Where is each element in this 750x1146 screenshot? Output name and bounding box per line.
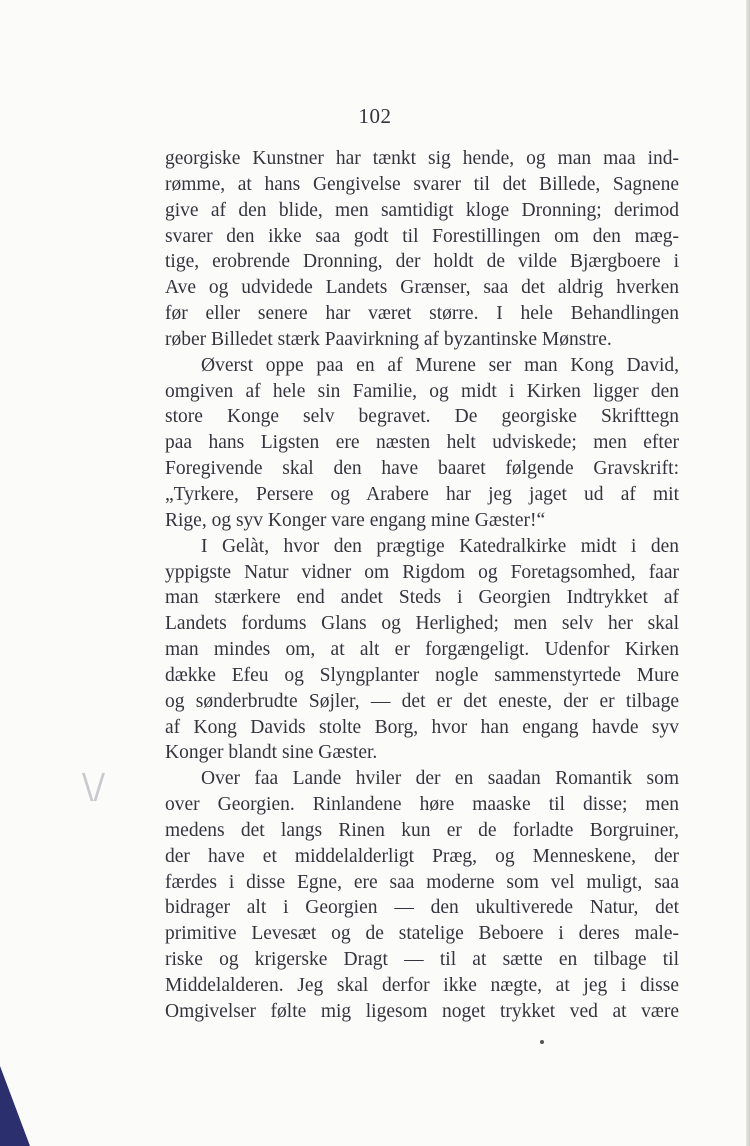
text-line: rømme, at hans Gengivelse svarer til det Billede, Sagnene xyxy=(165,173,679,195)
margin-pencil-mark: \/ xyxy=(82,767,105,807)
text-line: bidrager alt i Georgien — den ukultiverede Natur, det xyxy=(165,897,679,919)
text-line: over Georgien. Rinlandene høre maaske til disse; men xyxy=(165,794,679,816)
text-line: Rige, og syv Konger vare engang mine Gæster!“ xyxy=(165,509,546,531)
text-line: Foregivende skal den have baaret følgende Gravskrift: xyxy=(165,458,679,480)
text-line: yppigste Natur vidner om Rigdom og Foretagsomhed, faar xyxy=(165,561,679,583)
body-text xyxy=(165,146,679,1025)
text-line: svarer den ikke saa godt til Forestillingen om den mæg- xyxy=(165,225,679,247)
text-line: paa hans Ligsten ere næsten helt udviskede; men efter xyxy=(165,432,679,454)
text-line: Middelalderen. Jeg skal derfor ikke nægte, at jeg i disse xyxy=(165,975,679,996)
text-line: „Tyrkere, Persere og Arabere har jeg jaget ud af mit xyxy=(165,483,679,505)
text-line: færdes i disse Egne, ere saa moderne som vel muligt, saa xyxy=(165,871,679,893)
text-line: Omgivelser følte mig ligesom noget trykket ved at være xyxy=(165,1000,679,1022)
text-line: georgiske Kunstner har tænkt sig hende, og man maa ind- xyxy=(165,148,679,169)
text-line: medens det langs Rinen kun er de forladte Borgruiner, xyxy=(165,819,679,841)
text-line: Landets fordums Glans og Herlighed; men selv her skal xyxy=(165,613,679,635)
text-line: og sønderbrudte Søjler, — det er det eneste, der er tilbage xyxy=(165,690,679,712)
text-line: primitive Levesæt og de statelige Beboere i deres male- xyxy=(165,923,679,945)
text-line: man mindes om, at alt er forgængeligt. Udenfor Kirken xyxy=(165,639,679,661)
text-line: før eller senere har været større. I hele Behandlingen xyxy=(165,303,679,325)
page-number: 102 xyxy=(358,104,392,128)
text-line: Konger blandt sine Gæster. xyxy=(165,742,378,764)
text-line: af Kong Davids stolte Borg, hvor han engang havde syv xyxy=(165,716,679,738)
text-line: store Konge selv begravet. De georgiske Skrifttegn xyxy=(165,406,679,428)
text-line: riske og krigerske Dragt — til at sætte en tilbage til xyxy=(165,949,679,971)
text-line: give af den blide, men samtidigt kloge Dronning; derimod xyxy=(165,199,679,221)
ink-speck xyxy=(540,1040,544,1044)
text-line: der have et middelalderligt Præg, og Menneskene, der xyxy=(165,845,679,867)
text-line: dække Efeu og Slyngplanter nogle sammenstyrtede Mure xyxy=(165,664,679,686)
text-line: I Gelàt, hvor den prægtige Katedralkirke midt i den xyxy=(201,535,679,557)
page-edge xyxy=(746,0,750,1146)
text-line: omgiven af hele sin Familie, og midt i Kirken ligger den xyxy=(165,380,679,402)
text-line: røber Billedet stærk Paavirkning af byzantinske Mønstre. xyxy=(165,328,612,350)
text-line: tige, erobrende Dronning, der holdt de vilde Bjærgboere i xyxy=(165,251,679,273)
text-line: Ave og udvidede Landets Grænser, saa det aldrig hverken xyxy=(165,277,679,299)
page-corner-shadow xyxy=(0,1066,30,1146)
text-line: Øverst oppe paa en af Murene ser man Kong David, xyxy=(201,354,679,376)
text-line: man stærkere end andet Steds i Georgien Indtrykket af xyxy=(165,587,679,609)
text-line: Over faa Lande hviler der en saadan Romantik som xyxy=(201,768,679,790)
